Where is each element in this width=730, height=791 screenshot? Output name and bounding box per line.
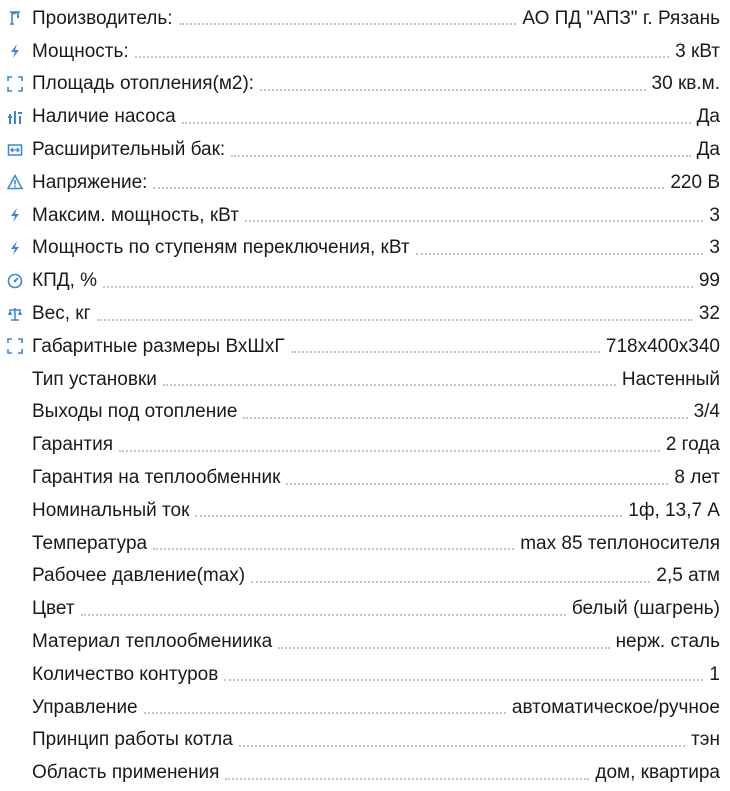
spec-row-1 [0, 2, 730, 35]
spec-row-19 [0, 592, 730, 625]
spec-row-14 [0, 428, 730, 461]
dotted-leader [153, 548, 514, 550]
lightning-icon [4, 204, 26, 226]
spec-label: Цвет [32, 598, 75, 620]
spec-value: 99 [698, 270, 720, 292]
spec-value: нерж. сталь [615, 631, 720, 653]
dotted-leader [245, 220, 704, 222]
spec-value: автоматическое/ручное [511, 696, 720, 718]
spec-row-4 [0, 100, 730, 133]
spec-label: Выходы под отопление [32, 401, 238, 423]
dotted-leader [153, 187, 664, 189]
dotted-leader [243, 417, 687, 419]
spec-label: Материал теплообмениика [32, 631, 273, 653]
spec-label: Мощность по ступеням переключения, кВт [32, 237, 410, 259]
spec-row-22 [0, 691, 730, 724]
spec-value: 220 В [670, 171, 720, 193]
icon-placeholder [4, 631, 26, 653]
spec-value: 2,5 атм [656, 565, 720, 587]
spec-label: Рабочее давление(max) [32, 565, 246, 587]
spec-value: 1ф, 13,7 А [628, 499, 720, 521]
spec-row-11 [0, 330, 730, 363]
spec-row-8 [0, 232, 730, 265]
spec-label: Производитель: [32, 7, 173, 29]
dotted-leader [182, 122, 691, 124]
spec-value: 32 [698, 303, 720, 325]
spec-value: АО ПД "АПЗ" г. Рязань [522, 7, 720, 29]
scales-icon [4, 303, 26, 325]
spec-row-9 [0, 264, 730, 297]
spec-value: 3 [709, 237, 720, 259]
dotted-leader [231, 155, 690, 157]
dotted-leader [119, 450, 660, 452]
spec-row-21 [0, 658, 730, 691]
tank-icon [4, 139, 26, 161]
spec-row-13 [0, 396, 730, 429]
spec-row-10 [0, 297, 730, 330]
spec-value: 3/4 [693, 401, 720, 423]
dotted-leader [416, 253, 704, 255]
icon-placeholder [4, 598, 26, 620]
spec-label: КПД, % [32, 270, 98, 292]
spec-row-12 [0, 363, 730, 396]
spec-label: Вес, кг [32, 303, 91, 325]
icon-placeholder [4, 729, 26, 751]
spec-row-20 [0, 625, 730, 658]
spec-label: Область применения [32, 762, 220, 784]
spec-row-3 [0, 68, 730, 101]
spec-row-2 [0, 35, 730, 68]
spec-row-6 [0, 166, 730, 199]
spec-row-18 [0, 560, 730, 593]
dotted-leader [239, 745, 685, 747]
spec-row-5 [0, 133, 730, 166]
spec-value: белый (шагрень) [571, 598, 720, 620]
spec-label: Мощность: [32, 40, 129, 62]
spec-value: 8 лет [674, 467, 720, 489]
dotted-leader [144, 712, 506, 714]
dotted-leader [135, 56, 669, 58]
crane-icon [4, 7, 26, 29]
spec-label: Принцип работы котла [32, 729, 233, 751]
dotted-leader [260, 89, 645, 91]
spec-value: Да [696, 106, 720, 128]
spec-label: Напряжение: [32, 171, 148, 193]
spec-label: Количество контуров [32, 663, 219, 685]
spec-value: 718x400x340 [605, 335, 720, 357]
spec-value: 1 [709, 663, 720, 685]
dotted-leader [224, 679, 703, 681]
spec-row-15 [0, 461, 730, 494]
spec-value: 30 кв.м. [651, 73, 720, 95]
pump-icon [4, 106, 26, 128]
dotted-leader [163, 384, 616, 386]
warning-icon [4, 171, 26, 193]
dotted-leader [97, 319, 693, 321]
spec-row-17 [0, 527, 730, 560]
spec-label: Габаритные размеры ВхШхГ [32, 335, 285, 357]
gauge-icon [4, 270, 26, 292]
spec-label: Управление [32, 696, 138, 718]
icon-placeholder [4, 762, 26, 784]
spec-value: дом, квартира [595, 762, 720, 784]
spec-label: Наличие насоса [32, 106, 176, 128]
icon-placeholder [4, 467, 26, 489]
spec-label: Расширительный бак: [32, 139, 226, 161]
icon-placeholder [4, 532, 26, 554]
spec-label: Тип установки [32, 368, 157, 390]
icon-placeholder [4, 499, 26, 521]
icon-placeholder [4, 434, 26, 456]
spec-value: 2 года [665, 434, 720, 456]
spec-label: Температура [32, 532, 148, 554]
spec-row-16 [0, 494, 730, 527]
lightning-icon [4, 40, 26, 62]
icon-placeholder [4, 696, 26, 718]
dotted-leader [291, 351, 600, 353]
lightning-icon [4, 237, 26, 259]
dotted-leader [103, 286, 693, 288]
icon-placeholder [4, 368, 26, 390]
spec-value: Настенный [621, 368, 720, 390]
spec-label: Номинальный ток [32, 499, 190, 521]
spec-label: Гарантия на теплообменник [32, 467, 281, 489]
spec-value: 3 кВт [675, 40, 720, 62]
spec-label: Площадь отопления(м2): [32, 73, 255, 95]
spec-row-23 [0, 724, 730, 757]
expand-icon [4, 335, 26, 357]
dotted-leader [251, 581, 650, 583]
spec-label: Максим. мощность, кВт [32, 204, 239, 226]
dotted-leader [225, 778, 589, 780]
dotted-leader [179, 23, 517, 25]
dotted-leader [195, 515, 622, 517]
expand-icon [4, 73, 26, 95]
dotted-leader [81, 614, 566, 616]
icon-placeholder [4, 663, 26, 685]
spec-row-24 [0, 756, 730, 789]
dotted-leader [278, 647, 609, 649]
spec-value: max 85 теплоносителя [520, 532, 720, 554]
spec-row-7 [0, 199, 730, 232]
spec-value: Да [696, 139, 720, 161]
icon-placeholder [4, 565, 26, 587]
spec-value: 3 [709, 204, 720, 226]
spec-label: Гарантия [32, 434, 114, 456]
icon-placeholder [4, 401, 26, 423]
dotted-leader [286, 483, 668, 485]
spec-value: тэн [691, 729, 720, 751]
